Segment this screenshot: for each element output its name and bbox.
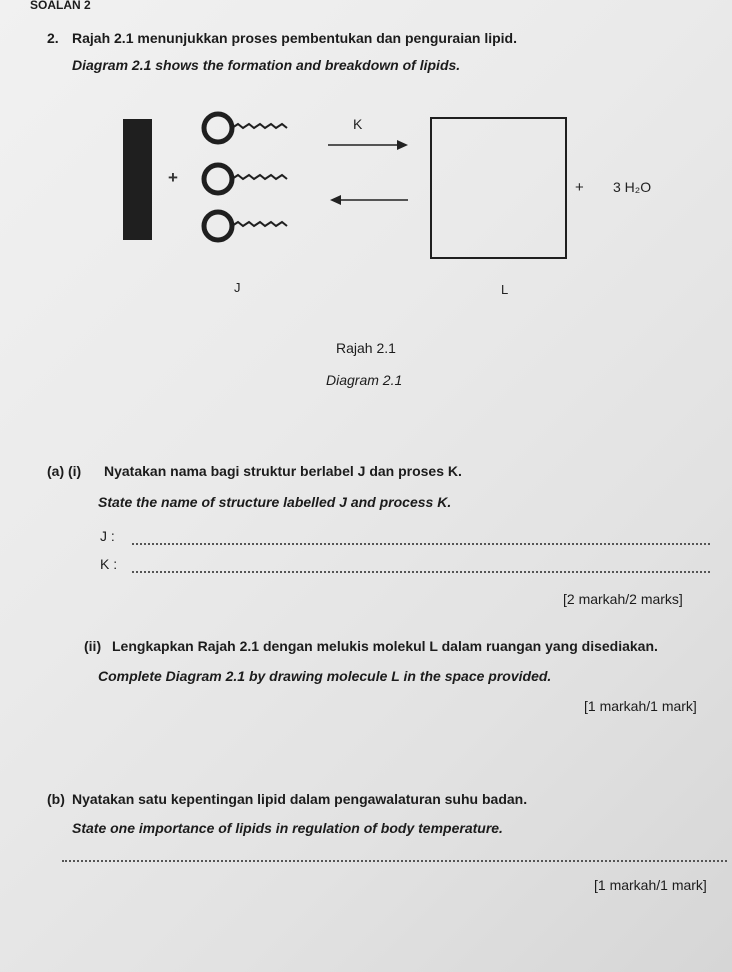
part-b-label: (b) — [47, 791, 65, 807]
forward-arrow-k — [328, 140, 408, 150]
answer-b-line[interactable] — [62, 860, 727, 862]
answer-k-line[interactable] — [132, 571, 710, 573]
part-a-ii-text-en: Complete Diagram 2.1 by drawing molecule L in the space provided. — [98, 668, 552, 684]
glycerol-block-j — [123, 119, 152, 240]
part-b-text-ms: Nyatakan satu kepentingan lipid dalam pengawalaturan suhu badan. — [72, 791, 528, 807]
section-header: SOALAN 2 — [30, 0, 91, 12]
fatty-acid-2 — [204, 165, 287, 193]
label-j: J — [234, 280, 241, 295]
molecule-l-box[interactable] — [431, 118, 566, 258]
part-b-marks: [1 markah/1 mark] — [594, 877, 707, 893]
part-a-ii-text-ms: Lengkapkan Rajah 2.1 dengan melukis molekul L dalam ruangan yang disediakan. — [112, 638, 658, 654]
diagram-caption-en: Diagram 2.1 — [326, 372, 403, 388]
part-a-i-marks: [2 markah/2 marks] — [563, 591, 683, 607]
part-a-i-text-en: State the name of structure labelled J and process K. — [98, 494, 452, 510]
answer-j-label: J : — [100, 528, 115, 544]
plus-sign-right: + — [575, 179, 584, 196]
part-a-i-text-ms: Nyatakan nama bagi struktur berlabel J dan proses K. — [104, 463, 462, 479]
part-a-ii-marks: [1 markah/1 mark] — [584, 698, 697, 714]
label-l: L — [501, 282, 509, 297]
answer-k-label: K : — [100, 556, 118, 572]
diagram-caption-ms: Rajah 2.1 — [336, 340, 396, 356]
question-text-ms: Rajah 2.1 menunjukkan proses pembentukan dan penguraian lipid. — [72, 30, 517, 46]
label-k: K — [353, 116, 363, 132]
reverse-arrow — [330, 195, 408, 205]
question-text-en: Diagram 2.1 shows the formation and breakdown of lipids. — [72, 57, 461, 73]
part-a-i-label: (a) (i) — [47, 463, 82, 479]
part-a-ii-label: (ii) — [84, 638, 102, 654]
fatty-acid-1 — [204, 114, 287, 142]
part-b-text-en: State one importance of lipids in regulation of body temperature. — [72, 820, 503, 836]
answer-j-line[interactable] — [132, 543, 710, 545]
question-number: 2. — [47, 30, 59, 46]
plus-sign-left: + — [168, 168, 178, 187]
lipid-diagram — [0, 0, 732, 420]
fatty-acid-3 — [204, 212, 287, 240]
water-label: 3 H₂O — [613, 179, 652, 195]
